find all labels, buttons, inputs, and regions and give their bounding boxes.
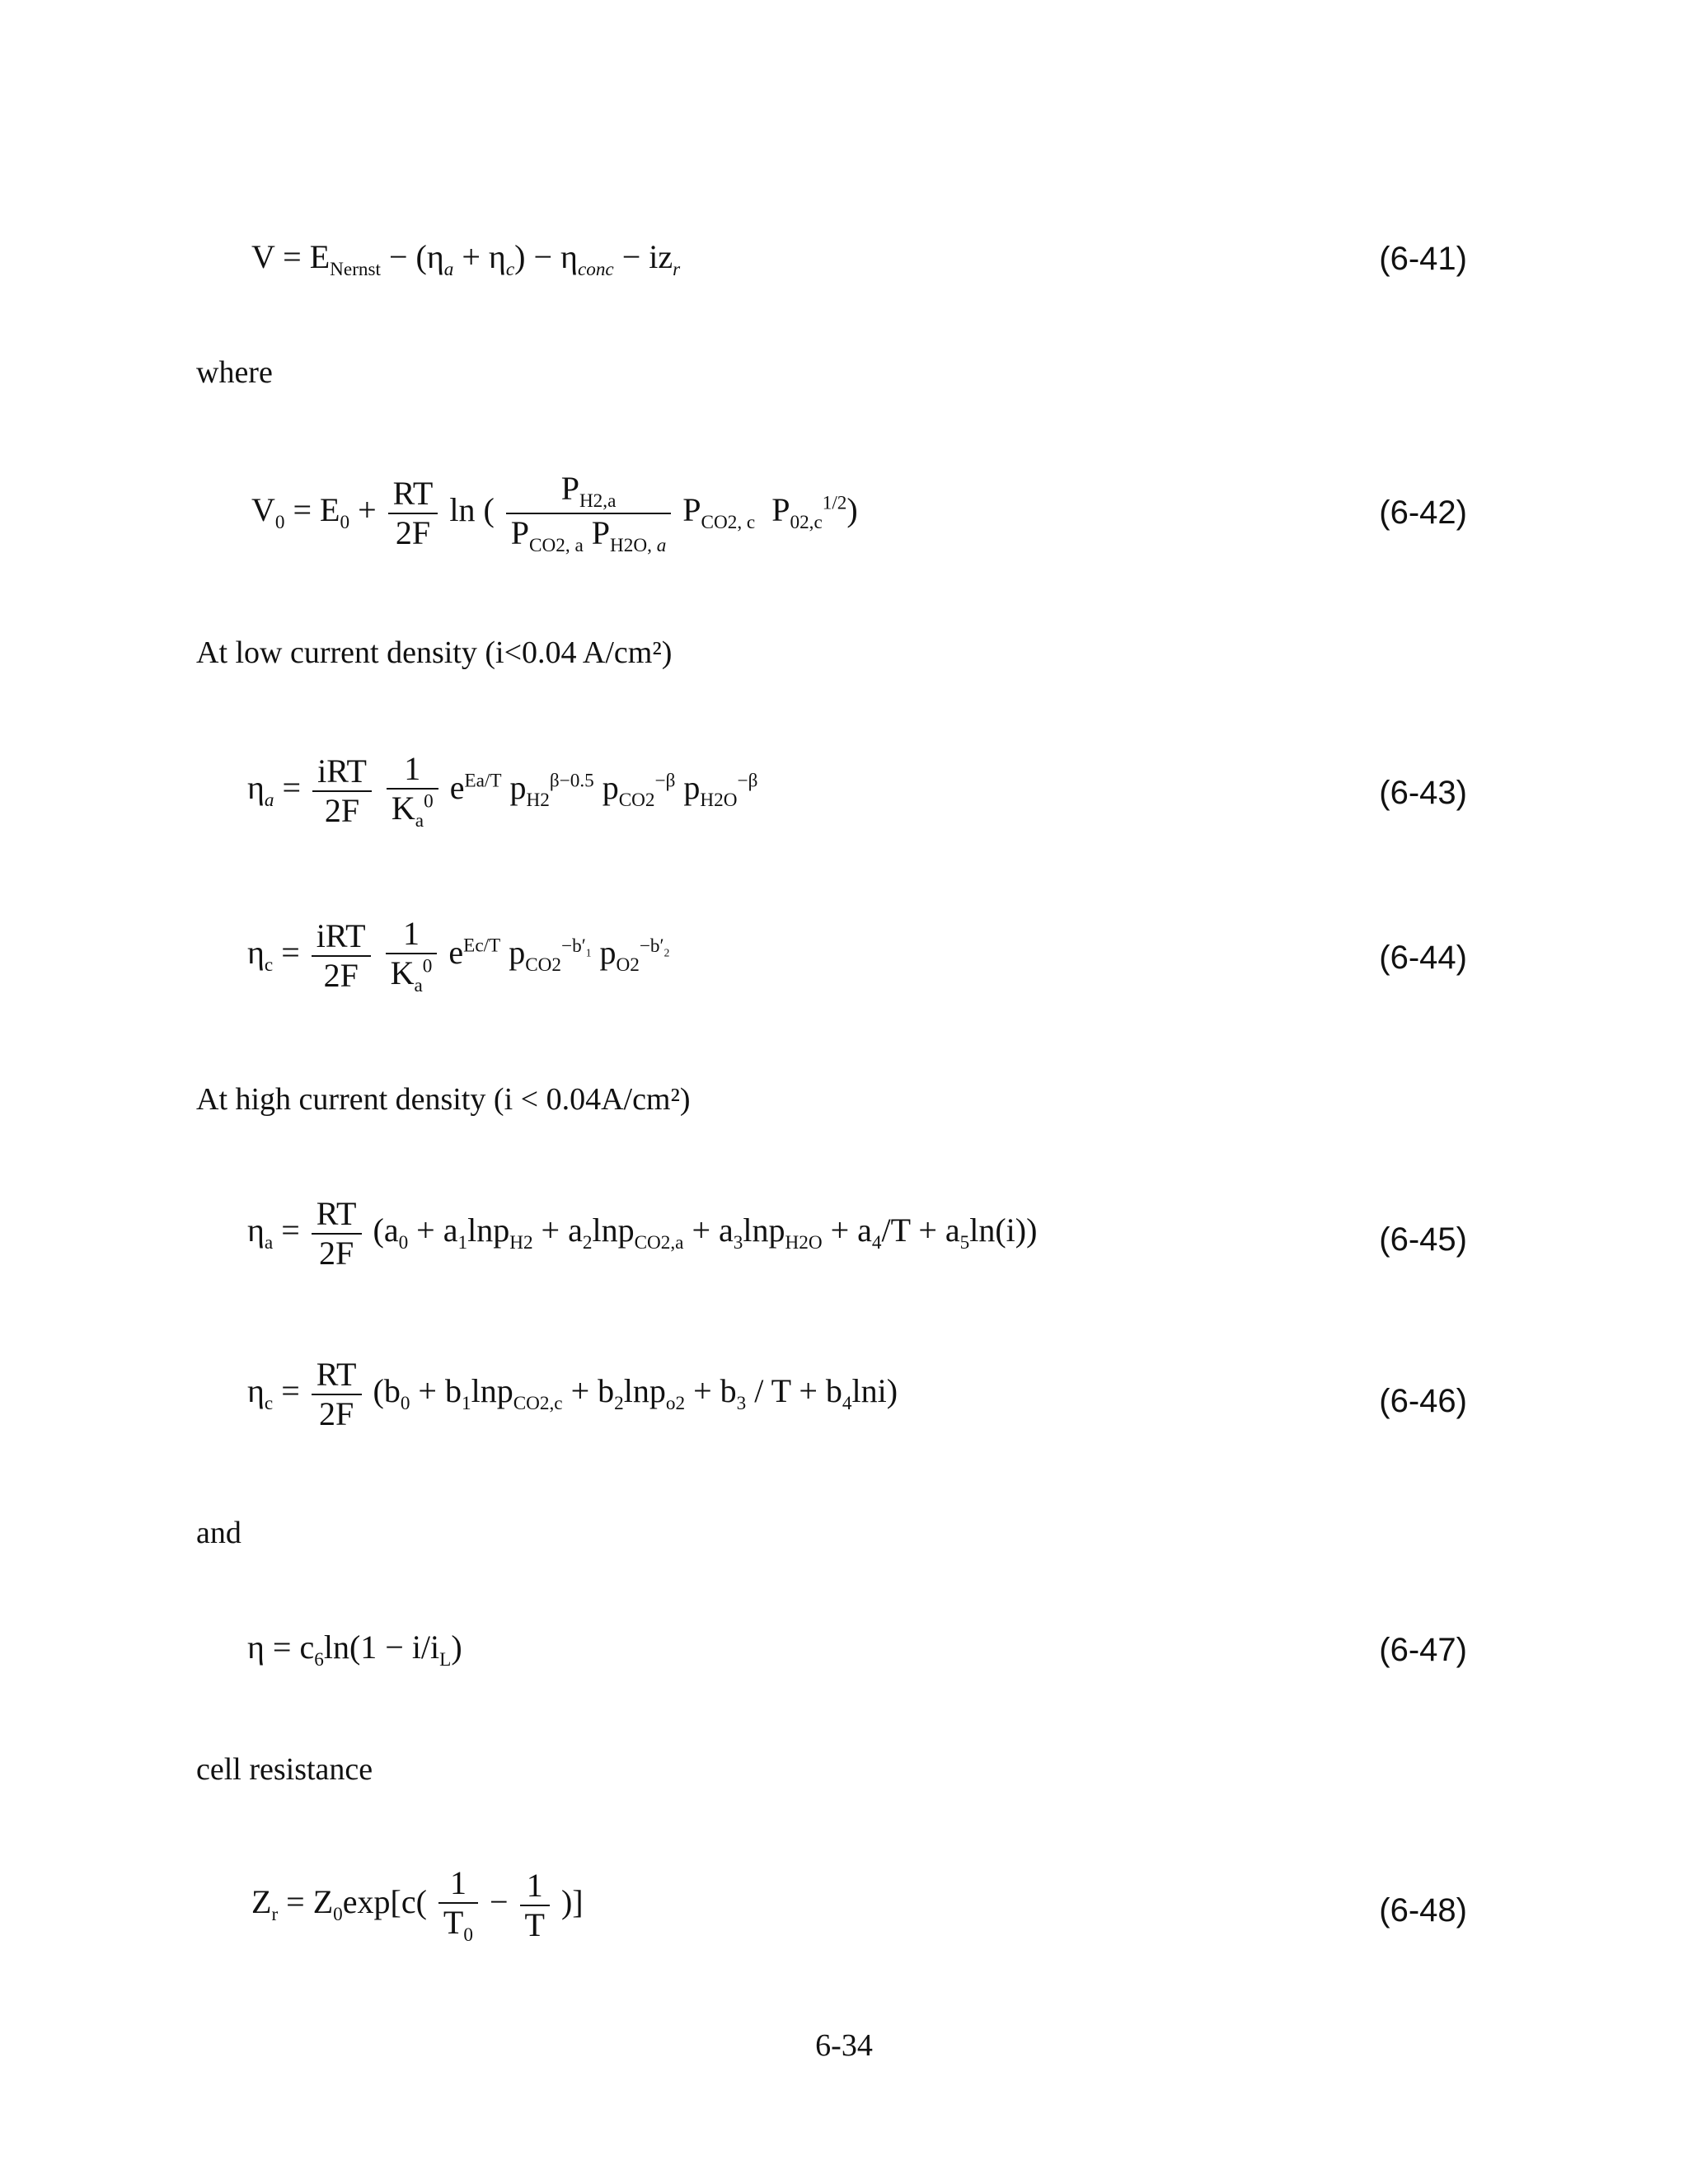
- page-number: 6-34: [815, 2028, 873, 2063]
- equation-number: (6-46): [1379, 1383, 1467, 1419]
- equation-number: (6-45): [1379, 1221, 1467, 1258]
- equation-6-41: $V = E_{Nernst} - (\eta_a + \eta_c) - \eta_{conc} - iz_r$: [251, 238, 681, 280]
- equation-6-44: $\eta_c$ = $\frac{\text{iRT}}{2F}$ $\frac{1}{K_a^0}$ $e^{Ec/T}$ $p_{CO2}^{-b'_1}$ $p_{O2}^{-b'_2}$: [247, 915, 670, 996]
- equation-number: (6-48): [1379, 1892, 1467, 1929]
- equation-6-46: $\eta_c$ = $\frac{RT}{2F}$ $(b_0 + b_1\ln p_{CO2,c} + b_2\ln p_{o2} + b_3 / T + b_4\ln i)$: [247, 1356, 898, 1432]
- equation-6-45: $\eta_a$ = $\frac{RT}{2F}$ $(a_0 + a_1\ln p_{H2} + a_2\ln p_{CO2,a} + a_3\ln p_{H2O} + a_4/T + a_5\ln(i))$: [247, 1195, 1038, 1272]
- text-cell-resistance: cell resistance: [196, 1752, 373, 1787]
- equation-6-43: $\eta_a$ = $\frac{\text{iRT}}{2F}$ $\frac{1}{K_a^0}$ $e^{Ea/T}$ $p_{H2}^{\beta-0.5}$ $p_{CO2}^{-\beta}$ $p_{H2O}^{-\beta}$: [247, 750, 758, 832]
- text-and: and: [196, 1516, 241, 1550]
- equation-6-48: $Z_r = Z_0\exp[c$( $\frac{1}{T_0}$ − $\frac{1}{T}$ )]: [251, 1864, 584, 1946]
- equation-number: (6-44): [1379, 940, 1467, 976]
- equation-6-42: $V_0 = E_0$ + $\frac{RT}{2F}$ ln ( $\frac{P_{H2,a}}{P_{CO2, a} P_{H2O, a}}$ $P_{CO2, c}$ $P_{02,c}^{1/2}$): [251, 470, 858, 556]
- equation-number: (6-42): [1379, 494, 1467, 531]
- equation-number: (6-41): [1379, 241, 1467, 277]
- equation-6-47: $\eta = c_6\ln(1 - i/i_L)$: [247, 1629, 462, 1671]
- text-where: where: [196, 355, 273, 390]
- equation-number: (6-47): [1379, 1632, 1467, 1668]
- text-high-current-density: At high current density (i < 0.04A/cm²): [196, 1082, 691, 1117]
- text-low-current-density: At low current density (i<0.04 A/cm²): [196, 635, 673, 670]
- equation-number: (6-43): [1379, 775, 1467, 811]
